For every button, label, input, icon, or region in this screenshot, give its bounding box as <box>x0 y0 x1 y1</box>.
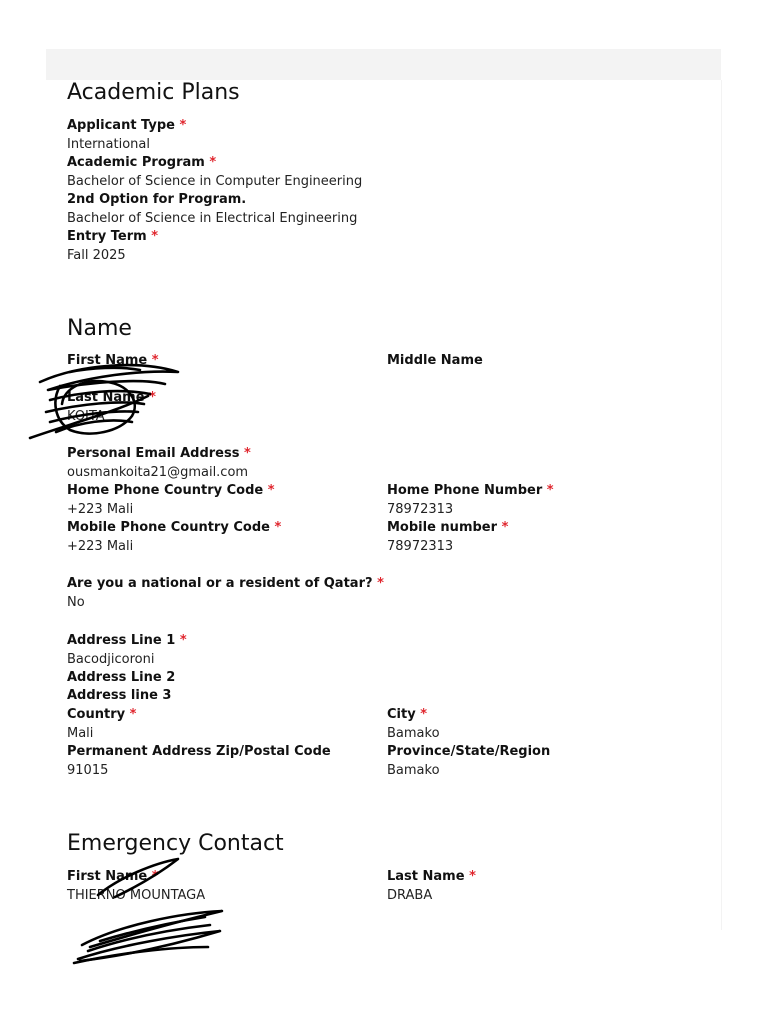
field-home-phone-number <box>387 482 687 519</box>
required-marker: * <box>501 520 509 535</box>
field-label: First Name * <box>67 869 159 884</box>
section-title-academic-plans: Academic Plans <box>67 80 240 105</box>
field-label: Home Phone Number * <box>387 483 554 498</box>
field-label: Middle Name <box>387 353 483 368</box>
field-value: +223 Mali <box>67 539 134 554</box>
field-address-line-2 <box>67 669 367 687</box>
field-zip <box>67 743 367 780</box>
field-label: Address Line 2 <box>67 670 176 685</box>
field-value: No <box>67 595 85 610</box>
field-mobile-number <box>387 519 687 556</box>
required-marker: * <box>179 118 187 133</box>
field-value: 78972313 <box>387 502 454 517</box>
field-home-phone-country-code <box>67 482 367 519</box>
field-value: +223 Mali <box>67 502 134 517</box>
field-middle-name <box>387 352 687 370</box>
field-address-line-1 <box>67 632 367 669</box>
field-label: Academic Program * <box>67 155 217 170</box>
field-value: Bachelor of Science in Computer Engineering <box>67 174 363 189</box>
required-marker: * <box>151 229 159 244</box>
field-qatar-resident <box>67 575 467 612</box>
field-applicant-type <box>67 117 367 154</box>
field-label: Mobile number * <box>387 520 509 535</box>
field-label: Entry Term * <box>67 229 159 244</box>
field-second-option <box>67 191 367 228</box>
field-first-name <box>67 352 367 370</box>
field-entry-term <box>67 228 367 265</box>
field-label: Mobile Phone Country Code * <box>67 520 282 535</box>
field-city <box>387 706 687 743</box>
required-marker: * <box>274 520 282 535</box>
field-value: DRABA <box>387 888 433 903</box>
field-label: Personal Email Address * <box>67 446 251 461</box>
field-address-line-3 <box>67 687 367 705</box>
field-label: Last Name * <box>387 869 476 884</box>
field-value: International <box>67 137 150 152</box>
field-last-name <box>67 389 367 426</box>
field-label: 2nd Option for Program. <box>67 192 247 207</box>
field-label: City * <box>387 707 428 722</box>
field-label: Address line 3 <box>67 688 172 703</box>
field-value: THIERNO MOUNTAGA <box>67 888 206 903</box>
required-marker: * <box>209 155 217 170</box>
field-province <box>387 743 687 780</box>
field-label: Address Line 1 * <box>67 633 187 648</box>
required-marker: * <box>151 353 159 368</box>
required-marker: * <box>377 576 384 591</box>
field-academic-program <box>67 154 367 191</box>
field-personal-email <box>67 445 367 482</box>
header-bar <box>46 49 721 80</box>
field-label: Home Phone Country Code * <box>67 483 275 498</box>
field-value: Bamako <box>387 726 440 741</box>
required-marker: * <box>243 446 251 461</box>
field-label: Are you a national or a resident of Qatar? * <box>67 576 384 591</box>
field-label: Province/State/Region <box>387 744 551 759</box>
field-value: Fall 2025 <box>67 248 126 263</box>
section-title-emergency-contact: Emergency Contact <box>67 831 284 856</box>
required-marker: * <box>420 707 428 722</box>
required-marker: * <box>179 633 187 648</box>
field-label: Last Name * <box>67 390 156 405</box>
required-marker: * <box>151 869 159 884</box>
field-country <box>67 706 367 743</box>
field-value: Mali <box>67 726 94 741</box>
field-value: KOITA <box>67 409 105 424</box>
field-label: Country * <box>67 707 137 722</box>
field-mobile-phone-country-code <box>67 519 367 556</box>
required-marker: * <box>546 483 554 498</box>
field-label: Applicant Type * <box>67 118 187 133</box>
field-value: ousmankoita21@gmail.com <box>67 465 249 480</box>
required-marker: * <box>267 483 275 498</box>
field-value: Bamako <box>387 763 440 778</box>
required-marker: * <box>469 869 476 884</box>
section-title-name: Name <box>67 316 132 341</box>
field-value: Bachelor of Science in Electrical Engineering <box>67 211 358 226</box>
field-value: 91015 <box>67 763 109 778</box>
field-emergency-first-name <box>67 868 367 905</box>
field-label: Permanent Address Zip/Postal Code <box>67 744 331 759</box>
required-marker: * <box>129 707 137 722</box>
required-marker: * <box>149 390 156 405</box>
field-value: Bacodjicoroni <box>67 652 155 667</box>
field-value: 78972313 <box>387 539 454 554</box>
field-label: First Name * <box>67 353 159 368</box>
field-emergency-last-name <box>387 868 687 905</box>
